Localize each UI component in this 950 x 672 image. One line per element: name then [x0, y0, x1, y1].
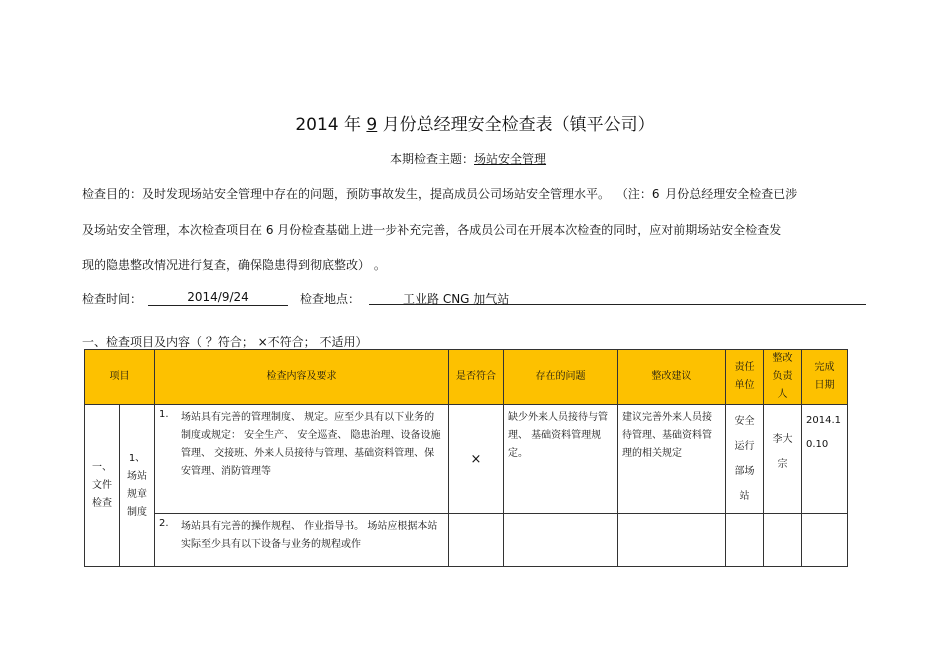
table-row — [85, 514, 848, 567]
header-suggestion: 整改建议 — [618, 350, 726, 405]
suggestion-cell — [618, 514, 726, 567]
place-value: 工业路 CNG 加气站 — [369, 290, 866, 305]
header-conform: 是否符合 — [449, 350, 504, 405]
problem-cell: 缺少外来人员接待与管理、 基础资料管理规定。 — [504, 405, 618, 514]
header-unit: 责任单位 — [726, 350, 764, 405]
page-title: 2014 年 9 月份总经理安全检查表（镇平公司） — [295, 115, 655, 135]
date-cell: 2014.10.10 — [802, 405, 848, 514]
row-number: 1. — [159, 409, 169, 420]
inspection-meta — [82, 290, 872, 308]
conform-cell: × — [449, 405, 504, 514]
date-cell — [802, 514, 848, 567]
inspection-table — [84, 349, 848, 567]
time-label: 检查时间： — [82, 292, 143, 306]
conform-cell — [449, 514, 504, 567]
inspection-theme — [390, 150, 546, 167]
sub-category-cell: 1、场站规章制度 — [120, 405, 155, 567]
purpose-line-3: 现的隐患整改情况进行复查，确保隐患得到彻底整改） 。 — [82, 258, 386, 272]
unit-cell: 安全运行部场站 — [726, 405, 764, 514]
content-text: 场站具有完善的操作规程、 作业指导书。 场站应根据本站实际至少具有以下设备与业务的规程或作 — [181, 521, 438, 550]
suggestion-cell: 建议完善外来人员接待管理、基础资料管理的相关规定 — [618, 405, 726, 514]
table-row — [85, 405, 848, 514]
header-content: 检查内容及要求 — [155, 350, 449, 405]
person-cell: 李大宗 — [764, 405, 802, 514]
section-title: 一、检查项目及内容（ ？符合； ×不符合； 不适用） — [82, 335, 368, 349]
purpose-line-2: 及场站安全管理，本次检查项目在 6 月份检查基础上进一步补充完善，各成员公司在开展本次检查的同时，应对前期场站安全检查发 — [82, 223, 782, 237]
row-number: 2. — [159, 518, 169, 529]
content-cell — [155, 514, 449, 567]
time-value: 2014/9/24 — [148, 290, 288, 306]
table-header-row — [85, 350, 848, 405]
header-person: 整改负责人 — [764, 350, 802, 405]
theme-label: 本期检查主题： — [390, 152, 475, 166]
content-text: 场站具有完善的管理制度、 规定。应至少具有以下业务的制度或规定： 安全生产、 安全巡查、 隐患治理、设备设施管理、 交接班、外来人员接待与管理、基础资料管理、保安管理、消防管理等 — [181, 412, 441, 477]
person-cell — [764, 514, 802, 567]
problem-cell — [504, 514, 618, 567]
content-cell — [155, 405, 449, 514]
theme-value: 场站安全管理 — [474, 152, 547, 166]
category-cell: 一、文件检查 — [85, 405, 120, 567]
header-item: 项目 — [85, 350, 155, 405]
header-problem: 存在的问题 — [504, 350, 618, 405]
purpose-line-1: 检查目的：及时发现场站安全管理中存在的问题，预防事故发生，提高成员公司场站安全管理水平。 （注：6 月份总经理安全检查已涉 — [82, 187, 798, 201]
header-date: 完成日期 — [802, 350, 848, 405]
place-label: 检查地点： — [300, 292, 361, 306]
unit-cell — [726, 514, 764, 567]
